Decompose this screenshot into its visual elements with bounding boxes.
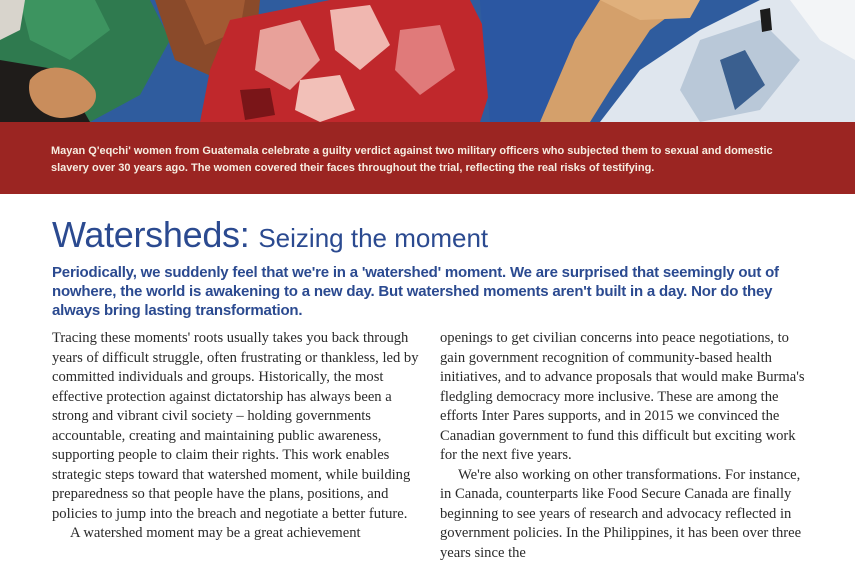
title-main: Watersheds: <box>52 214 250 255</box>
body-column-right <box>440 329 812 563</box>
body-paragraph: Tracing these moments' roots usually takes you back through years of difficult struggle, often frustrating or thankless, led by committed individuals and groups. Historically, the most effective protection against dictatorship has always been a strong and vibrant civil society – holding governments accountable, creating and maintaining public awareness, supporting people to claim their rights. This work enables strategic steps toward that watershed moment, while building preparedness so that people have the plans, positions, and policies to jump into the breach and negotiate a better future. <box>52 330 419 522</box>
body-paragraph: A watershed moment may be a great achievement <box>70 525 361 541</box>
photo-caption: Mayan Q'eqchi' women from Guatemala celebrate a guilty verdict against two military officers who subjected them to sexual and domestic slavery over 30 years ago. The women covered their faces throughout the trial, reflecting the real risks of testifying. <box>51 145 773 174</box>
body-paragraph: openings to get civilian concerns into peace negotiations, to gain government recognition of community-based health initiatives, and to advance proposals that would make Burma's fledgling democracy more inclusive. These are among the efforts Inter Pares supports, and in 2015 we convinced the Canadian government to fund this difficult but exciting work for the next five years. <box>440 330 805 463</box>
article-title <box>52 214 488 256</box>
body-paragraph: We're also working on other transformations. For instance, in Canada, counterparts like Food Secure Canada are finally beginning to see years of research and advocacy reflected in government policies. In the Philippines, it has been over three years since the <box>440 466 802 561</box>
hero-illustration <box>0 0 855 122</box>
lead-paragraph: Periodically, we suddenly feel that we're in a 'watershed' moment. We are surprised that seemingly out of nowhere, the world is awakening to a new day. But watershed moments aren't built in a day. Nor do they always bring lasting transformation. <box>52 264 779 319</box>
illustration-graphic <box>0 0 855 122</box>
title-sub: Seizing the moment <box>258 223 489 253</box>
body-column-left <box>52 329 424 544</box>
